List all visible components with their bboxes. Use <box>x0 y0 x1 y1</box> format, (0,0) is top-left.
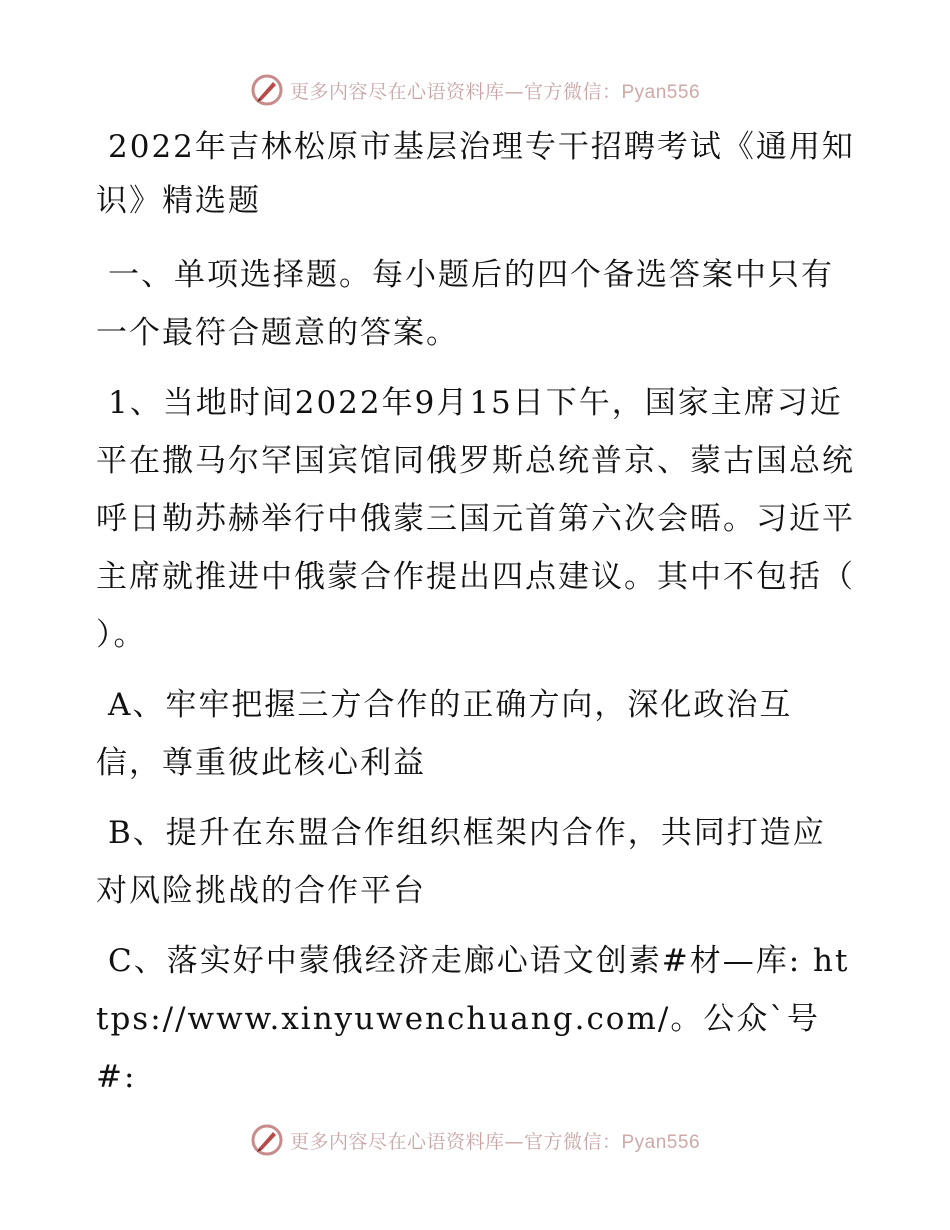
watermark-text: 更多内容尽在心语资料库—官方微信：Pyan556 <box>289 1130 701 1153</box>
document-body <box>96 120 921 1118</box>
footer-watermark <box>0 1120 950 1160</box>
header-watermark <box>0 70 950 110</box>
pen-logo-icon <box>250 73 284 107</box>
question-1-stem: 1、当地时间2022年9月15日下午，国家主席习近平在撒马尔罕国宾馆同俄罗斯总统普京、蒙古国总统呼日勒苏赫举行中俄蒙三国元首第六次会晤。习近平主席就推进中俄蒙合作提出四点建议。其中不包括（ ）。 <box>96 385 921 653</box>
watermark-handle: Pyan556 <box>621 1131 701 1153</box>
question-1-option-c: C、落实好中蒙俄经济走廊心语文创素#材—库: https://www.xinyuwenchuang.com/。公众`号#: <box>96 943 850 1095</box>
pen-logo-icon <box>250 1123 284 1157</box>
document-title: 2022年吉林松原市基层治理专干招聘考试《通用知识》精选题 <box>96 129 855 219</box>
watermark-handle: Pyan556 <box>621 81 701 103</box>
question-1-option-a: A、牢牢把握三方合作的正确方向，深化政治互信，尊重彼此核心利益 <box>96 687 793 781</box>
watermark-text: 更多内容尽在心语资料库—官方微信：Pyan556 <box>289 80 701 103</box>
section-heading: 一、单项选择题。每小题后的四个备选答案中只有一个最符合题意的答案。 <box>96 257 834 351</box>
question-1-option-b: B、提升在东盟合作组织框架内合作，共同打造应对风险挑战的合作平台 <box>96 815 826 909</box>
